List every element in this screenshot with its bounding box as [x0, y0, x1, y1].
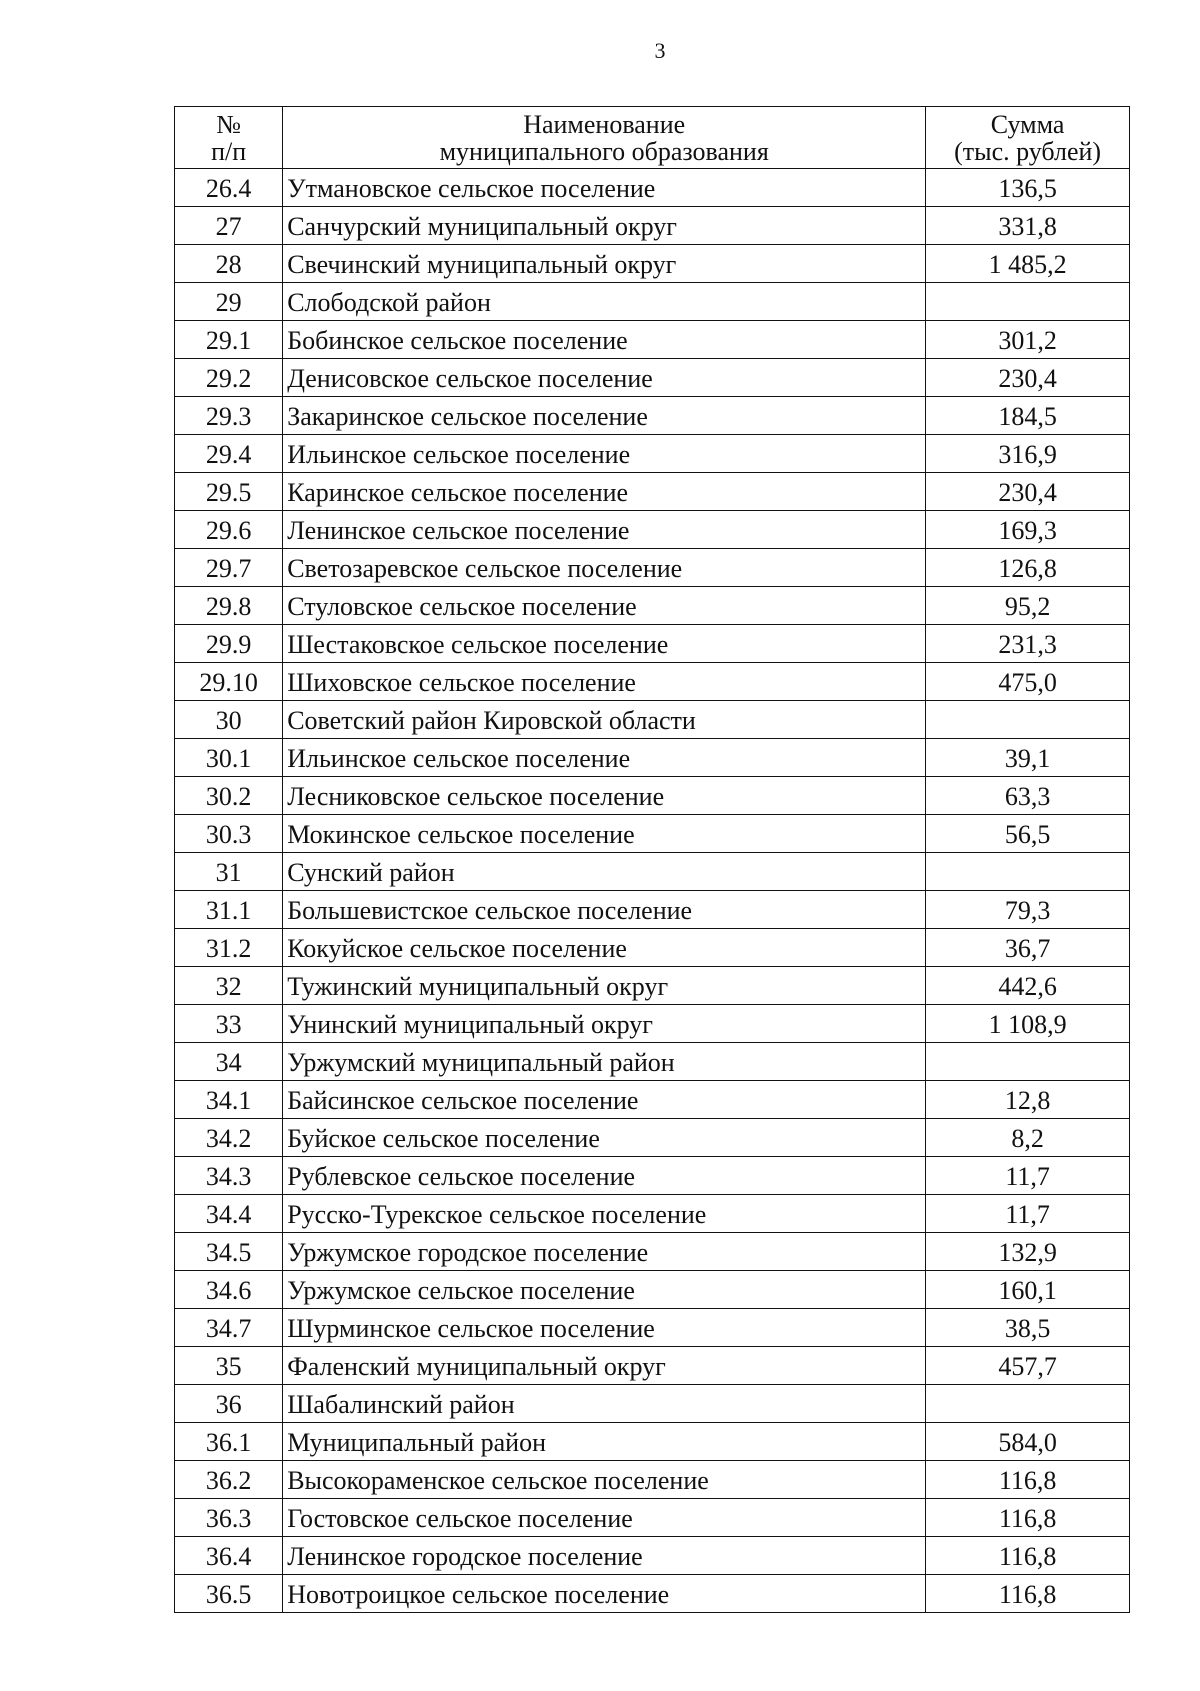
- header-sum-line: (тыс. рублей): [954, 137, 1102, 166]
- row-number-cell: 29.5: [175, 473, 283, 511]
- amount-cell: 11,7: [926, 1157, 1130, 1195]
- amount-cell: 79,3: [926, 891, 1130, 929]
- table-row: [175, 1233, 1130, 1271]
- amount-cell: 1 485,2: [926, 245, 1130, 283]
- amount-cell: 63,3: [926, 777, 1130, 815]
- municipality-name-cell: Шиховское сельское поселение: [283, 663, 926, 701]
- row-number-cell: 34.1: [175, 1081, 283, 1119]
- municipality-name-cell: Лесниковское сельское поселение: [283, 777, 926, 815]
- amount-cell: 11,7: [926, 1195, 1130, 1233]
- municipality-name-cell: Уржумский муниципальный район: [283, 1043, 926, 1081]
- municipality-name-cell: Шестаковское сельское поселение: [283, 625, 926, 663]
- row-number-cell: 27: [175, 207, 283, 245]
- municipality-name-cell: Свечинский муниципальный округ: [283, 245, 926, 283]
- municipality-name-cell: Каринское сельское поселение: [283, 473, 926, 511]
- municipality-name-cell: Светозаревское сельское поселение: [283, 549, 926, 587]
- amount-cell: 12,8: [926, 1081, 1130, 1119]
- table-row: [175, 1081, 1130, 1119]
- table-row: [175, 1157, 1130, 1195]
- amount-cell: 116,8: [926, 1499, 1130, 1537]
- table-row: [175, 815, 1130, 853]
- amount-cell: 331,8: [926, 207, 1130, 245]
- table-row: [175, 169, 1130, 207]
- table-row: [175, 587, 1130, 625]
- municipality-name-cell: Русско-Турекское сельское поселение: [283, 1195, 926, 1233]
- amount-cell: 126,8: [926, 549, 1130, 587]
- row-number-cell: 31: [175, 853, 283, 891]
- row-number-cell: 31.1: [175, 891, 283, 929]
- amount-cell: 231,3: [926, 625, 1130, 663]
- row-number-cell: 34.3: [175, 1157, 283, 1195]
- table-row: [175, 1499, 1130, 1537]
- municipality-name-cell: Утмановское сельское поселение: [283, 169, 926, 207]
- row-number-cell: 30.1: [175, 739, 283, 777]
- row-number-cell: 36.4: [175, 1537, 283, 1575]
- amount-cell: 38,5: [926, 1309, 1130, 1347]
- row-number-cell: 29.6: [175, 511, 283, 549]
- amount-cell: 230,4: [926, 359, 1130, 397]
- row-number-cell: 35: [175, 1347, 283, 1385]
- municipality-name-cell: Муниципальный район: [283, 1423, 926, 1461]
- row-number-cell: 29.7: [175, 549, 283, 587]
- row-number-cell: 34.4: [175, 1195, 283, 1233]
- table-row: [175, 1423, 1130, 1461]
- table-row: [175, 663, 1130, 701]
- header-name: [283, 107, 926, 169]
- municipality-name-cell: Стуловское сельское поселение: [283, 587, 926, 625]
- row-number-cell: 36.1: [175, 1423, 283, 1461]
- row-number-cell: 30: [175, 701, 283, 739]
- amount-cell: 36,7: [926, 929, 1130, 967]
- table-row: [175, 549, 1130, 587]
- municipality-name-cell: Кокуйское сельское поселение: [283, 929, 926, 967]
- table-row: [175, 967, 1130, 1005]
- row-number-cell: 30.2: [175, 777, 283, 815]
- table-row: [175, 1537, 1130, 1575]
- municipality-name-cell: Денисовское сельское поселение: [283, 359, 926, 397]
- table-row: [175, 1575, 1130, 1613]
- header-sum: [926, 107, 1130, 169]
- header-num-line: п/п: [211, 137, 247, 166]
- amount-cell: 116,8: [926, 1461, 1130, 1499]
- header-name-line: муниципального образования: [439, 137, 769, 166]
- table-row: [175, 625, 1130, 663]
- row-number-cell: 36.3: [175, 1499, 283, 1537]
- table-row: [175, 739, 1130, 777]
- row-number-cell: 32: [175, 967, 283, 1005]
- amount-cell: 316,9: [926, 435, 1130, 473]
- row-number-cell: 31.2: [175, 929, 283, 967]
- municipality-name-cell: Сунский район: [283, 853, 926, 891]
- allocation-table: [174, 106, 1130, 1613]
- table-row: [175, 207, 1130, 245]
- page-number: 3: [654, 38, 666, 63]
- amount-cell: 584,0: [926, 1423, 1130, 1461]
- row-number-cell: 29: [175, 283, 283, 321]
- municipality-name-cell: Рублевское сельское поселение: [283, 1157, 926, 1195]
- amount-cell: 56,5: [926, 815, 1130, 853]
- row-number-cell: 29.2: [175, 359, 283, 397]
- municipality-name-cell: Гостовское сельское поселение: [283, 1499, 926, 1537]
- municipality-name-cell: Большевистское сельское поселение: [283, 891, 926, 929]
- municipality-name-cell: Бобинское сельское поселение: [283, 321, 926, 359]
- amount-cell: 136,5: [926, 169, 1130, 207]
- table-row: [175, 1347, 1130, 1385]
- amount-cell: 457,7: [926, 1347, 1130, 1385]
- amount-cell: 475,0: [926, 663, 1130, 701]
- amount-cell: 301,2: [926, 321, 1130, 359]
- municipality-name-cell: Слободской район: [283, 283, 926, 321]
- table-row: [175, 853, 1130, 891]
- row-number-cell: 36.2: [175, 1461, 283, 1499]
- amount-cell: [926, 701, 1130, 739]
- table-row: [175, 283, 1130, 321]
- table-row: [175, 1195, 1130, 1233]
- amount-cell: 160,1: [926, 1271, 1130, 1309]
- amount-cell: [926, 853, 1130, 891]
- table-row: [175, 1005, 1130, 1043]
- table-row: [175, 1119, 1130, 1157]
- row-number-cell: 34.5: [175, 1233, 283, 1271]
- amount-cell: 116,8: [926, 1537, 1130, 1575]
- municipality-name-cell: Высокораменское сельское поселение: [283, 1461, 926, 1499]
- table-row: [175, 1271, 1130, 1309]
- table-row: [175, 1461, 1130, 1499]
- row-number-cell: 34.7: [175, 1309, 283, 1347]
- municipality-name-cell: Фаленский муниципальный округ: [283, 1347, 926, 1385]
- table-row: [175, 473, 1130, 511]
- municipality-name-cell: Советский район Кировской области: [283, 701, 926, 739]
- header-sum-line: Сумма: [990, 110, 1065, 139]
- amount-cell: 8,2: [926, 1119, 1130, 1157]
- table-row: [175, 1385, 1130, 1423]
- amount-cell: [926, 283, 1130, 321]
- amount-cell: [926, 1385, 1130, 1423]
- row-number-cell: 29.9: [175, 625, 283, 663]
- table-row: [175, 701, 1130, 739]
- municipality-name-cell: Закаринское сельское поселение: [283, 397, 926, 435]
- header-num-line: №: [216, 110, 241, 139]
- table-row: [175, 511, 1130, 549]
- table-row: [175, 359, 1130, 397]
- municipality-name-cell: Ленинское сельское поселение: [283, 511, 926, 549]
- row-number-cell: 34.6: [175, 1271, 283, 1309]
- table-row: [175, 435, 1130, 473]
- table-row: [175, 1043, 1130, 1081]
- municipality-name-cell: Тужинский муниципальный округ: [283, 967, 926, 1005]
- row-number-cell: 29.8: [175, 587, 283, 625]
- municipality-name-cell: Ильинское сельское поселение: [283, 435, 926, 473]
- municipality-name-cell: Уржумское городское поселение: [283, 1233, 926, 1271]
- municipality-name-cell: Шабалинский район: [283, 1385, 926, 1423]
- municipality-name-cell: Новотроицкое сельское поселение: [283, 1575, 926, 1613]
- amount-cell: 184,5: [926, 397, 1130, 435]
- amount-cell: 230,4: [926, 473, 1130, 511]
- amount-cell: 39,1: [926, 739, 1130, 777]
- header-num: [175, 107, 283, 169]
- table-row: [175, 929, 1130, 967]
- municipality-name-cell: Унинский муниципальный округ: [283, 1005, 926, 1043]
- amount-cell: 1 108,9: [926, 1005, 1130, 1043]
- row-number-cell: 29.1: [175, 321, 283, 359]
- table-row: [175, 245, 1130, 283]
- municipality-name-cell: Санчурский муниципальный округ: [283, 207, 926, 245]
- municipality-name-cell: Уржумское сельское поселение: [283, 1271, 926, 1309]
- table-row: [175, 397, 1130, 435]
- table-header: [175, 107, 1130, 169]
- amount-cell: 169,3: [926, 511, 1130, 549]
- table-row: [175, 777, 1130, 815]
- municipality-name-cell: Шурминское сельское поселение: [283, 1309, 926, 1347]
- municipality-name-cell: Ильинское сельское поселение: [283, 739, 926, 777]
- table-row: [175, 321, 1130, 359]
- row-number-cell: 34.2: [175, 1119, 283, 1157]
- row-number-cell: 30.3: [175, 815, 283, 853]
- amount-cell: 132,9: [926, 1233, 1130, 1271]
- amount-cell: 442,6: [926, 967, 1130, 1005]
- amount-cell: 116,8: [926, 1575, 1130, 1613]
- municipality-name-cell: Ленинское городское поселение: [283, 1537, 926, 1575]
- header-name-line: Наименование: [523, 110, 686, 139]
- table-row: [175, 891, 1130, 929]
- row-number-cell: 29.10: [175, 663, 283, 701]
- municipality-name-cell: Буйское сельское поселение: [283, 1119, 926, 1157]
- table-row: [175, 1309, 1130, 1347]
- amount-cell: [926, 1043, 1130, 1081]
- row-number-cell: 28: [175, 245, 283, 283]
- table-body: [175, 169, 1130, 1613]
- amount-cell: 95,2: [926, 587, 1130, 625]
- row-number-cell: 26.4: [175, 169, 283, 207]
- row-number-cell: 36.5: [175, 1575, 283, 1613]
- row-number-cell: 29.3: [175, 397, 283, 435]
- row-number-cell: 33: [175, 1005, 283, 1043]
- row-number-cell: 36: [175, 1385, 283, 1423]
- municipality-name-cell: Байсинское сельское поселение: [283, 1081, 926, 1119]
- municipality-name-cell: Мокинское сельское поселение: [283, 815, 926, 853]
- row-number-cell: 34: [175, 1043, 283, 1081]
- row-number-cell: 29.4: [175, 435, 283, 473]
